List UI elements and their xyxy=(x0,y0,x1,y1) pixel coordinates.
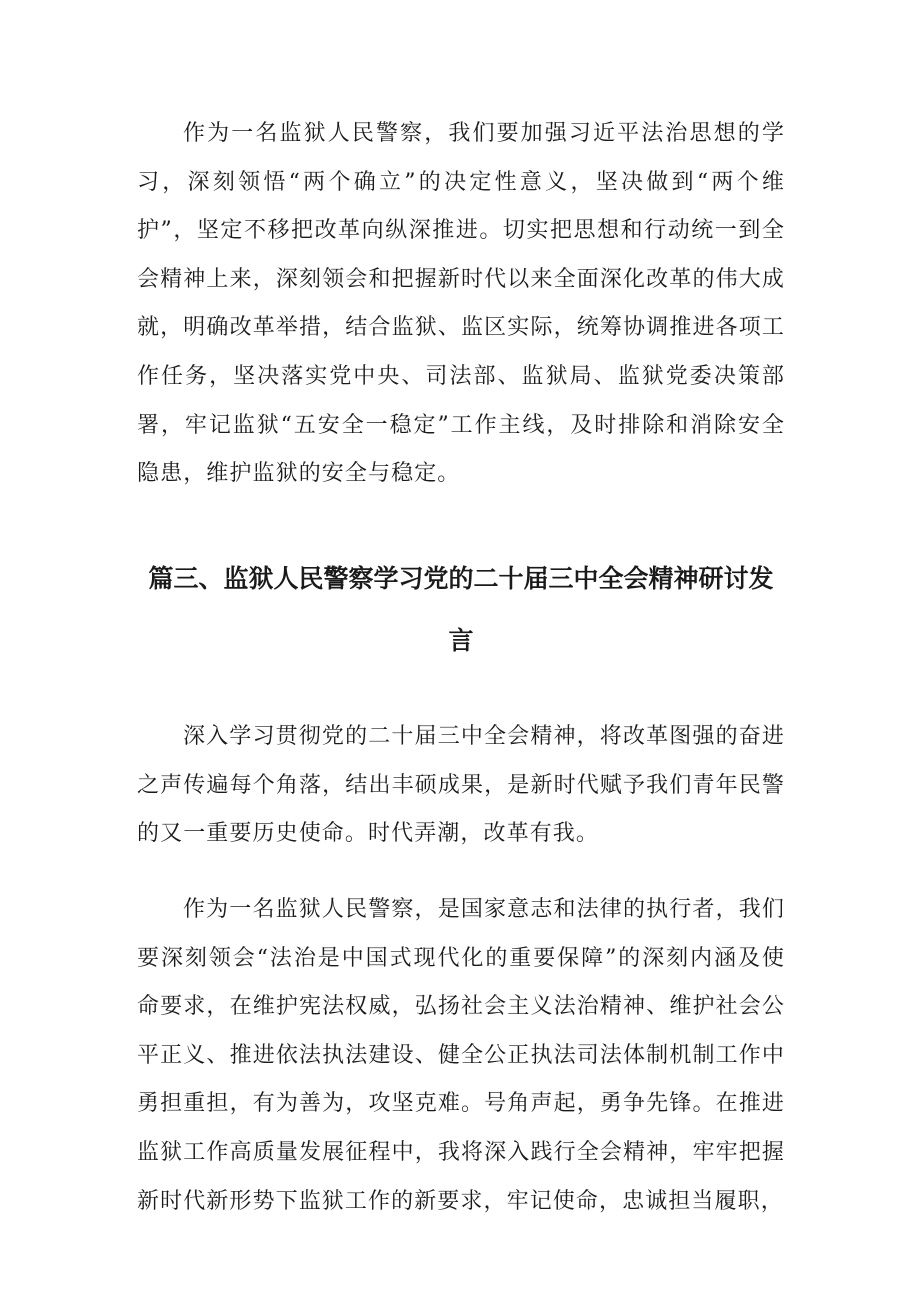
body-paragraph-3: 作为一名监狱人民警察，是国家意志和法律的执行者，我们要深刻领会“法治是中国式现代化的重要保障”的深刻内涵及使命要求，在维护宪法权威，弘扬社会主义法治精神、维护社会公平正义、推进依法执法建设、健全公正执法司法体制机制工作中勇担重担，有为善为，攻坚克难。号角声起，勇争先锋。在推进监狱工作高质量发展征程中，我将深入践行全会精神，牢牢把握新时代新形势下监狱工作的新要求，牢记使命，忠诚担当履职， xyxy=(137,897,785,1214)
section-heading: 篇三、监狱人民警察学习党的二十届三中全会精神研讨发言 xyxy=(148,564,774,655)
body-paragraph-1: 作为一名监狱人民警察，我们要加强习近平法治思想的学习，深刻领悟“两个确立”的决定性意义，坚决做到“两个维护”，坚定不移把改革向纵深推进。切实把思想和行动统一到全会精神上来，深刻领会和把握新时代以来全面深化改革的伟大成就，明确改革举措，结合监狱、监区实际，统筹协调推进各项工作任务，坚决落实党中央、司法部、监狱局、监狱党委决策部署，牢记监狱“五安全一稳定”工作主线，及时排除和消除安全隐患，维护监狱的安全与稳定。 xyxy=(137,121,785,487)
body-paragraph-2: 深入学习贯彻党的二十届三中全会精神，将改革图强的奋进之声传遍每个角落，结出丰硕成果，是新时代赋予我们青年民警的又一重要历史使命。时代弄潮，改革有我。 xyxy=(137,724,785,847)
